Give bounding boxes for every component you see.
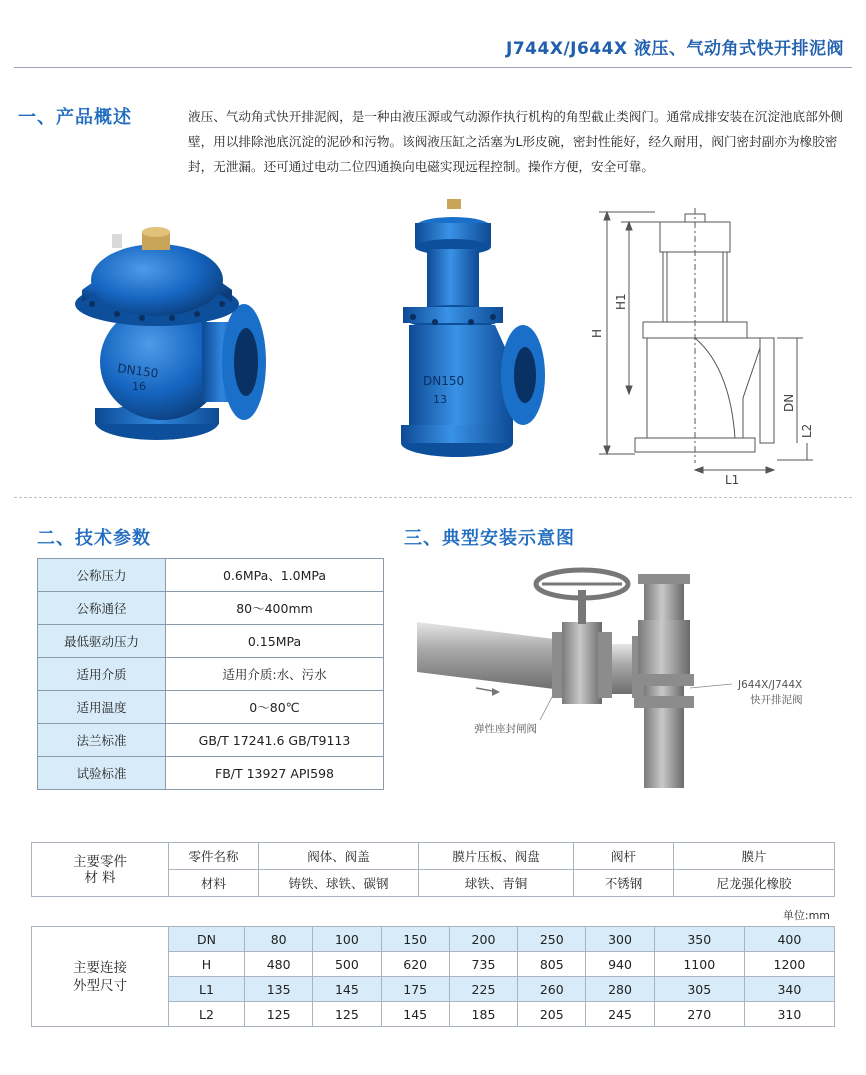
dimensions-cell: 1100 <box>654 952 744 977</box>
dimensions-cell: 145 <box>313 977 381 1002</box>
dimensions-label: DN <box>169 927 245 952</box>
section-divider <box>14 497 852 498</box>
dimensions-row-header <box>32 927 169 1027</box>
specs-section-title: 二、技术参数 <box>37 528 151 549</box>
photo1-body-marking: DN150 <box>116 361 160 381</box>
spec-row <box>38 658 384 691</box>
drawing-label-l1: L1 <box>725 473 740 487</box>
dimensions-cell: 245 <box>586 1002 654 1027</box>
valve-photo-hydraulic <box>62 212 272 452</box>
dimensions-cell: 135 <box>245 977 313 1002</box>
dimensions-cell: 305 <box>654 977 744 1002</box>
page-header-title: J744X/J644X 液压、气动角式快开排泥阀 <box>506 39 844 59</box>
dimensions-cell: 260 <box>518 977 586 1002</box>
dimensions-cell: 175 <box>381 977 449 1002</box>
materials-cell: 阀体、阀盖 <box>259 843 419 870</box>
dimensions-cell: 620 <box>381 952 449 977</box>
install-label-model: J644X/J744X <box>738 679 803 691</box>
dimensions-cell: 310 <box>744 1002 834 1027</box>
dimensions-label: H <box>169 952 245 977</box>
materials-table <box>31 842 835 897</box>
spec-key: 适用介质 <box>38 658 166 691</box>
dimensions-cell: 350 <box>654 927 744 952</box>
materials-cell: 球铁、青铜 <box>419 870 574 897</box>
spec-key: 法兰标准 <box>38 724 166 757</box>
dimensions-label: L2 <box>169 1002 245 1027</box>
dimensions-cell: 280 <box>586 977 654 1002</box>
dimensions-cell: 185 <box>449 1002 517 1027</box>
install-label-gate-valve: 弹性座封闸阀 <box>474 723 537 735</box>
photo1-body-marking-2: 16 <box>132 380 146 393</box>
spec-row <box>38 691 384 724</box>
spec-key: 公称压力 <box>38 559 166 592</box>
photo2-body-marking-2: 13 <box>433 393 447 406</box>
dimensions-table <box>31 926 835 1027</box>
dimensions-cell: 400 <box>744 927 834 952</box>
dimensions-cell: 480 <box>245 952 313 977</box>
materials-cell: 膜片压板、阀盘 <box>419 843 574 870</box>
dimensions-cell: 300 <box>586 927 654 952</box>
materials-header-line2: 材 料 <box>84 869 116 886</box>
spec-table <box>37 558 384 790</box>
materials-cell: 膜片 <box>674 843 835 870</box>
spec-value: FB/T 13927 API598 <box>166 757 384 790</box>
spec-value: 0.15MPa <box>166 625 384 658</box>
spec-key: 适用温度 <box>38 691 166 724</box>
install-section-title: 三、典型安装示意图 <box>404 528 575 549</box>
spec-value: 80～400mm <box>166 592 384 625</box>
spec-key: 试验标准 <box>38 757 166 790</box>
materials-cell: 不锈钢 <box>574 870 674 897</box>
drawing-label-h: H <box>590 328 604 338</box>
spec-row <box>38 724 384 757</box>
materials-cell: 铸铁、球铁、碳钢 <box>259 870 419 897</box>
spec-value: 适用介质:水、污水 <box>166 658 384 691</box>
materials-cell: 阀杆 <box>574 843 674 870</box>
materials-header-line1: 主要零件 <box>73 853 127 870</box>
dimensions-header-line2: 外型尺寸 <box>73 977 127 994</box>
dimensions-cell: 125 <box>313 1002 381 1027</box>
spec-value: GB/T 17241.6 GB/T9113 <box>166 724 384 757</box>
dimensions-cell: 200 <box>449 927 517 952</box>
overview-paragraph: 液压、气动角式快开排泥阀，是一种由液压源或气动源作执行机构的角型截止类阀门。通常成排安装在沉淀池底部外侧壁，用以排除池底沉淀的泥砂和污物。该阀液压缸之活塞为L形皮碗，密封性能好，经久耐用，阀门密封副亦为橡胶密封，无泄漏。还可通过电动二位四通换向电磁实现远程控制。操作方便，安全可靠。 <box>188 109 843 174</box>
install-label-name: 快开排泥阀 <box>750 694 803 706</box>
dimensions-cell: 80 <box>245 927 313 952</box>
header-divider <box>14 67 852 68</box>
dimensions-label: L1 <box>169 977 245 1002</box>
dimensions-cell: 145 <box>381 1002 449 1027</box>
unit-label: 单位:mm <box>782 909 830 922</box>
install-diagram <box>412 560 852 790</box>
materials-cell: 零件名称 <box>169 843 259 870</box>
dimensions-cell: 270 <box>654 1002 744 1027</box>
dimensions-header-line1: 主要连接 <box>73 959 127 976</box>
materials-row-parts <box>32 843 835 870</box>
valve-dimension-drawing <box>585 198 825 488</box>
dimensions-cell: 735 <box>449 952 517 977</box>
dimensions-cell: 225 <box>449 977 517 1002</box>
dimensions-cell: 150 <box>381 927 449 952</box>
drawing-label-l2: L2 <box>800 423 814 438</box>
spec-value: 0～80℃ <box>166 691 384 724</box>
dimensions-cell: 340 <box>744 977 834 1002</box>
spec-key: 最低驱动压力 <box>38 625 166 658</box>
materials-row-header <box>32 843 169 897</box>
dimensions-cell: 125 <box>245 1002 313 1027</box>
spec-row <box>38 625 384 658</box>
drawing-label-h1: H1 <box>614 293 628 310</box>
dimensions-cell: 1200 <box>744 952 834 977</box>
photo2-body-marking: DN150 <box>423 374 465 388</box>
drawing-label-dn: DN <box>782 393 796 412</box>
valve-photo-pneumatic <box>395 195 555 460</box>
spec-row <box>38 559 384 592</box>
materials-cell: 尼龙强化橡胶 <box>674 870 835 897</box>
dimensions-cell: 100 <box>313 927 381 952</box>
dimensions-row-dn <box>32 927 835 952</box>
spec-value: 0.6MPa、1.0MPa <box>166 559 384 592</box>
materials-cell: 材料 <box>169 870 259 897</box>
overview-section-title: 一、产品概述 <box>18 107 132 128</box>
dimensions-cell: 805 <box>518 952 586 977</box>
spec-key: 公称通径 <box>38 592 166 625</box>
dimensions-cell: 205 <box>518 1002 586 1027</box>
dimensions-cell: 250 <box>518 927 586 952</box>
dimensions-cell: 500 <box>313 952 381 977</box>
spec-row <box>38 592 384 625</box>
dimensions-cell: 940 <box>586 952 654 977</box>
spec-row <box>38 757 384 790</box>
